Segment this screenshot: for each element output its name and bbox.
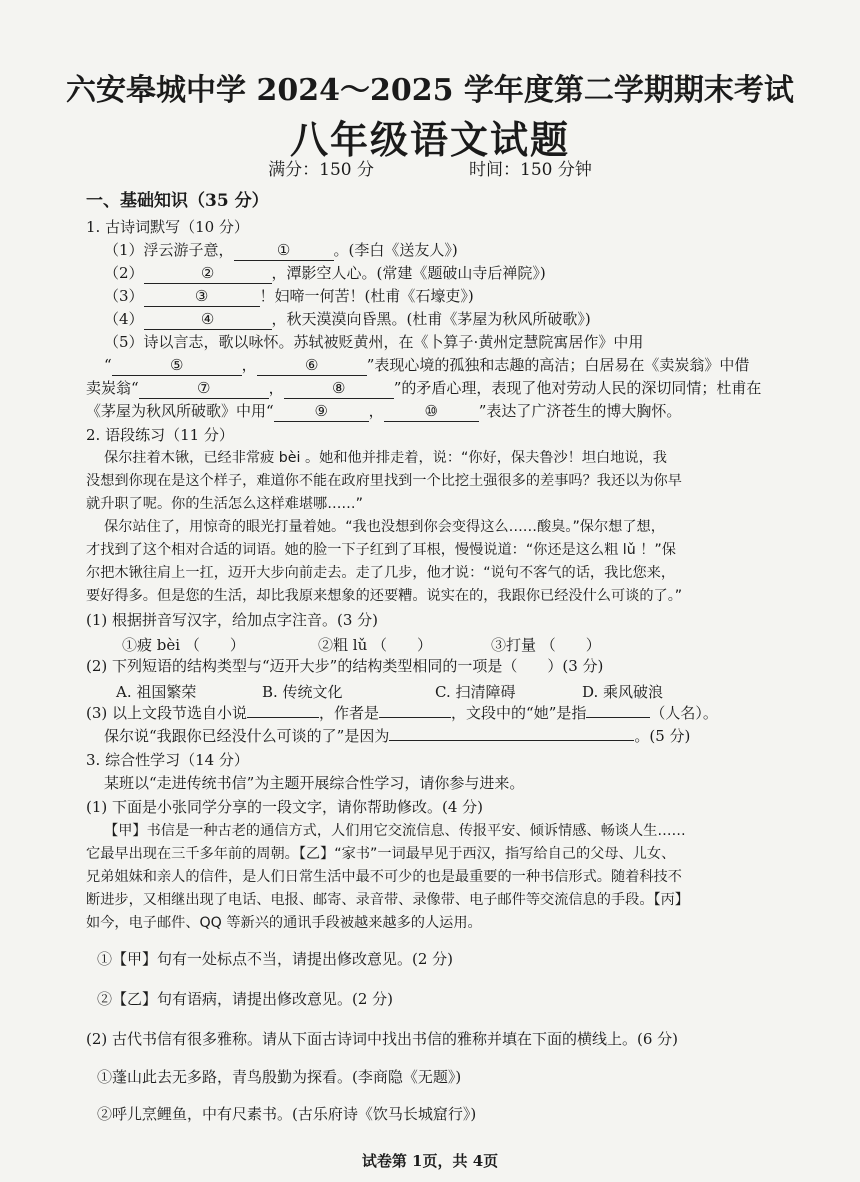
q3-passage-line: 断进步，又相继出现了电话、电报、邮寄、录音带、录像带、电子邮件等交流信息的手段。【丙】 xyxy=(86,892,689,908)
blank-2[interactable]: ② xyxy=(144,264,272,284)
option-c[interactable]: C. 扫清障碍 xyxy=(435,683,516,701)
blank-5[interactable]: ⑤ xyxy=(112,356,242,376)
q3-passage-line: 如今，电子邮件、QQ 等新兴的通讯手段被越来越多的人运用。 xyxy=(86,915,482,931)
q3-heading: 3. 综合性学习（14 分） xyxy=(86,751,249,769)
blank-10[interactable]: ⑩ xyxy=(384,402,479,422)
q2-passage-line: 才找到了这个相对合适的词语。她的脸一下子红到了耳根，慢慢说道：“你还是这么粗 lǔ ！”保 xyxy=(86,542,676,558)
q2-passage-line: 尔把木锹往肩上一扛，迈开大步向前走去。走了几步，他才说：“说句不客气的话，我比您来， xyxy=(86,565,676,581)
pinyin-item[interactable]: ①疲 bèi （ ） xyxy=(122,636,245,654)
blank-7[interactable]: ⑦ xyxy=(139,379,269,399)
q2-sub1: (1) 根据拼音写汉字，给加点字注音。(3 分) xyxy=(86,611,379,629)
q3-ask-2: ②【乙】句有语病，请提出修改意见。(2 分) xyxy=(97,990,394,1008)
blank-4[interactable]: ④ xyxy=(144,310,272,330)
q1-line-2: （2） ② ，潭影空人心。(常建《题破山寺后禅院》) xyxy=(104,264,546,282)
option-b[interactable]: B. 传统文化 xyxy=(262,683,343,701)
q1-line-3: （3） ③ ！妇啼一何苦！(杜甫《石壕吏》) xyxy=(104,287,474,305)
blank-3[interactable]: ③ xyxy=(144,287,260,307)
q2-sub3: (3) 以上文段节选自小说 ，作者是 ，文段中的“她”是指 （人名）。 xyxy=(86,704,718,722)
q2-sub2: (2) 下列短语的结构类型与“迈开大步”的结构类型相同的一项是（ ）(3 分) xyxy=(86,657,604,675)
author-blank[interactable] xyxy=(379,717,451,718)
q3-sub2: (2) 古代书信有很多雅称。请从下面古诗词中找出书信的雅称并填在下面的横线上。(6 分) xyxy=(86,1030,679,1048)
novel-blank[interactable] xyxy=(247,717,319,718)
option-d[interactable]: D. 乘风破浪 xyxy=(582,683,664,701)
page-footer: 试卷第 1页，共 4页 xyxy=(361,1152,499,1170)
reason-blank[interactable] xyxy=(389,740,634,741)
q2-heading: 2. 语段练习（11 分） xyxy=(86,426,234,444)
q3-passage-line: 它最早出现在三千多年前的周朝。【乙】“家书”一词最早见于西汉，指写给自己的父母、儿女、 xyxy=(86,846,676,862)
blank-6[interactable]: ⑥ xyxy=(257,356,367,376)
q1-line-5: （5）诗以言志，歌以咏怀。苏轼被贬黄州，在《卜算子·黄州定慧院寓居作》中用 xyxy=(104,333,644,351)
exam-subtitle: 八年级语文试题 xyxy=(289,117,570,162)
name-blank[interactable] xyxy=(586,717,650,718)
q1-line-1: （1）浮云游子意， ① 。(李白《送友人》) xyxy=(104,241,458,259)
pinyin-item[interactable]: ③打量 （ ） xyxy=(491,636,601,654)
pinyin-item[interactable]: ②粗 lǔ （ ） xyxy=(318,636,432,654)
q2-passage-line: 就升职了呢。你的生活怎么这样难堪哪……” xyxy=(86,496,363,512)
q1-line-7: 卖炭翁“ ⑦ ， ⑧ ”的矛盾心理，表现了他对劳动人民的深切同情；杜甫在 xyxy=(86,379,762,397)
blank-1[interactable]: ① xyxy=(234,241,334,261)
exam-time: 时间：150 分钟 xyxy=(469,160,592,180)
poem-1: ①蓬山此去无多路，青鸟殷勤为探看。(李商隐《无题》) xyxy=(97,1068,462,1086)
q2-passage-line: 保尔站住了，用惊奇的眼光打量着她。“我也没想到你会变得这么……酸臭。”保尔想了想， xyxy=(104,519,665,535)
q2-sub3-reason: 保尔说“我跟你已经没什么可谈的了”是因为 。(5 分) xyxy=(104,727,691,745)
q3-intro: 某班以“走进传统书信”为主题开展综合性学习，请你参与进来。 xyxy=(104,774,525,792)
q1-heading: 1. 古诗词默写（10 分） xyxy=(86,218,249,236)
q2-passage-line: 要好得多。但是您的生活，却比我原来想象的还要糟。说实在的，我跟你已经没什么可谈的了。” xyxy=(86,588,683,604)
blank-9[interactable]: ⑨ xyxy=(274,402,369,422)
q3-sub1: (1) 下面是小张同学分享的一段文字，请你帮助修改。(4 分) xyxy=(86,798,484,816)
exam-title: 六安皋城中学 2024～2025 学年度第二学期期末考试 xyxy=(66,73,794,108)
q2-passage-line: 没想到你现在是这个样子，难道你不能在政府里找到一个比挖土强很多的差事吗？我还以为你早 xyxy=(86,473,682,489)
blank-8[interactable]: ⑧ xyxy=(284,379,394,399)
poem-2: ②呼儿烹鲤鱼，中有尺素书。(古乐府诗《饮马长城窟行》) xyxy=(97,1105,477,1123)
option-a[interactable]: A. 祖国繁荣 xyxy=(116,683,197,701)
q1-line-8: 《茅屋为秋风所破歌》中用“ ⑨ ， ⑩ ”表达了广济苍生的博大胸怀。 xyxy=(86,402,682,420)
q1-line-6: “ ⑤ ， ⑥ ”表现心境的孤独和志趣的高洁；白居易在《卖炭翁》中借 xyxy=(104,356,750,374)
q3-passage-line: 兄弟姐妹和亲人的信件，是人们日常生活中最不可少的也是最重要的一种书信形式。随着科技不 xyxy=(86,869,682,885)
q3-passage-line: 【甲】书信是一种古老的通信方式，人们用它交流信息、传报平安、倾诉情感、畅谈人生…… xyxy=(104,823,686,839)
q2-passage-line: 保尔拄着木锹，已经非常疲 bèi 。她和他并排走着，说：“你好，保夫鲁沙！坦白地说，我 xyxy=(104,450,667,466)
exam-meta xyxy=(0,160,860,181)
section-heading: 一、基础知识（35 分） xyxy=(86,191,269,211)
full-score: 满分：150 分 xyxy=(268,160,374,180)
q1-line-4: （4） ④ ，秋天漠漠向昏黑。(杜甫《茅屋为秋风所破歌》) xyxy=(104,310,591,328)
q3-ask-1: ①【甲】句有一处标点不当，请提出修改意见。(2 分) xyxy=(97,950,454,968)
